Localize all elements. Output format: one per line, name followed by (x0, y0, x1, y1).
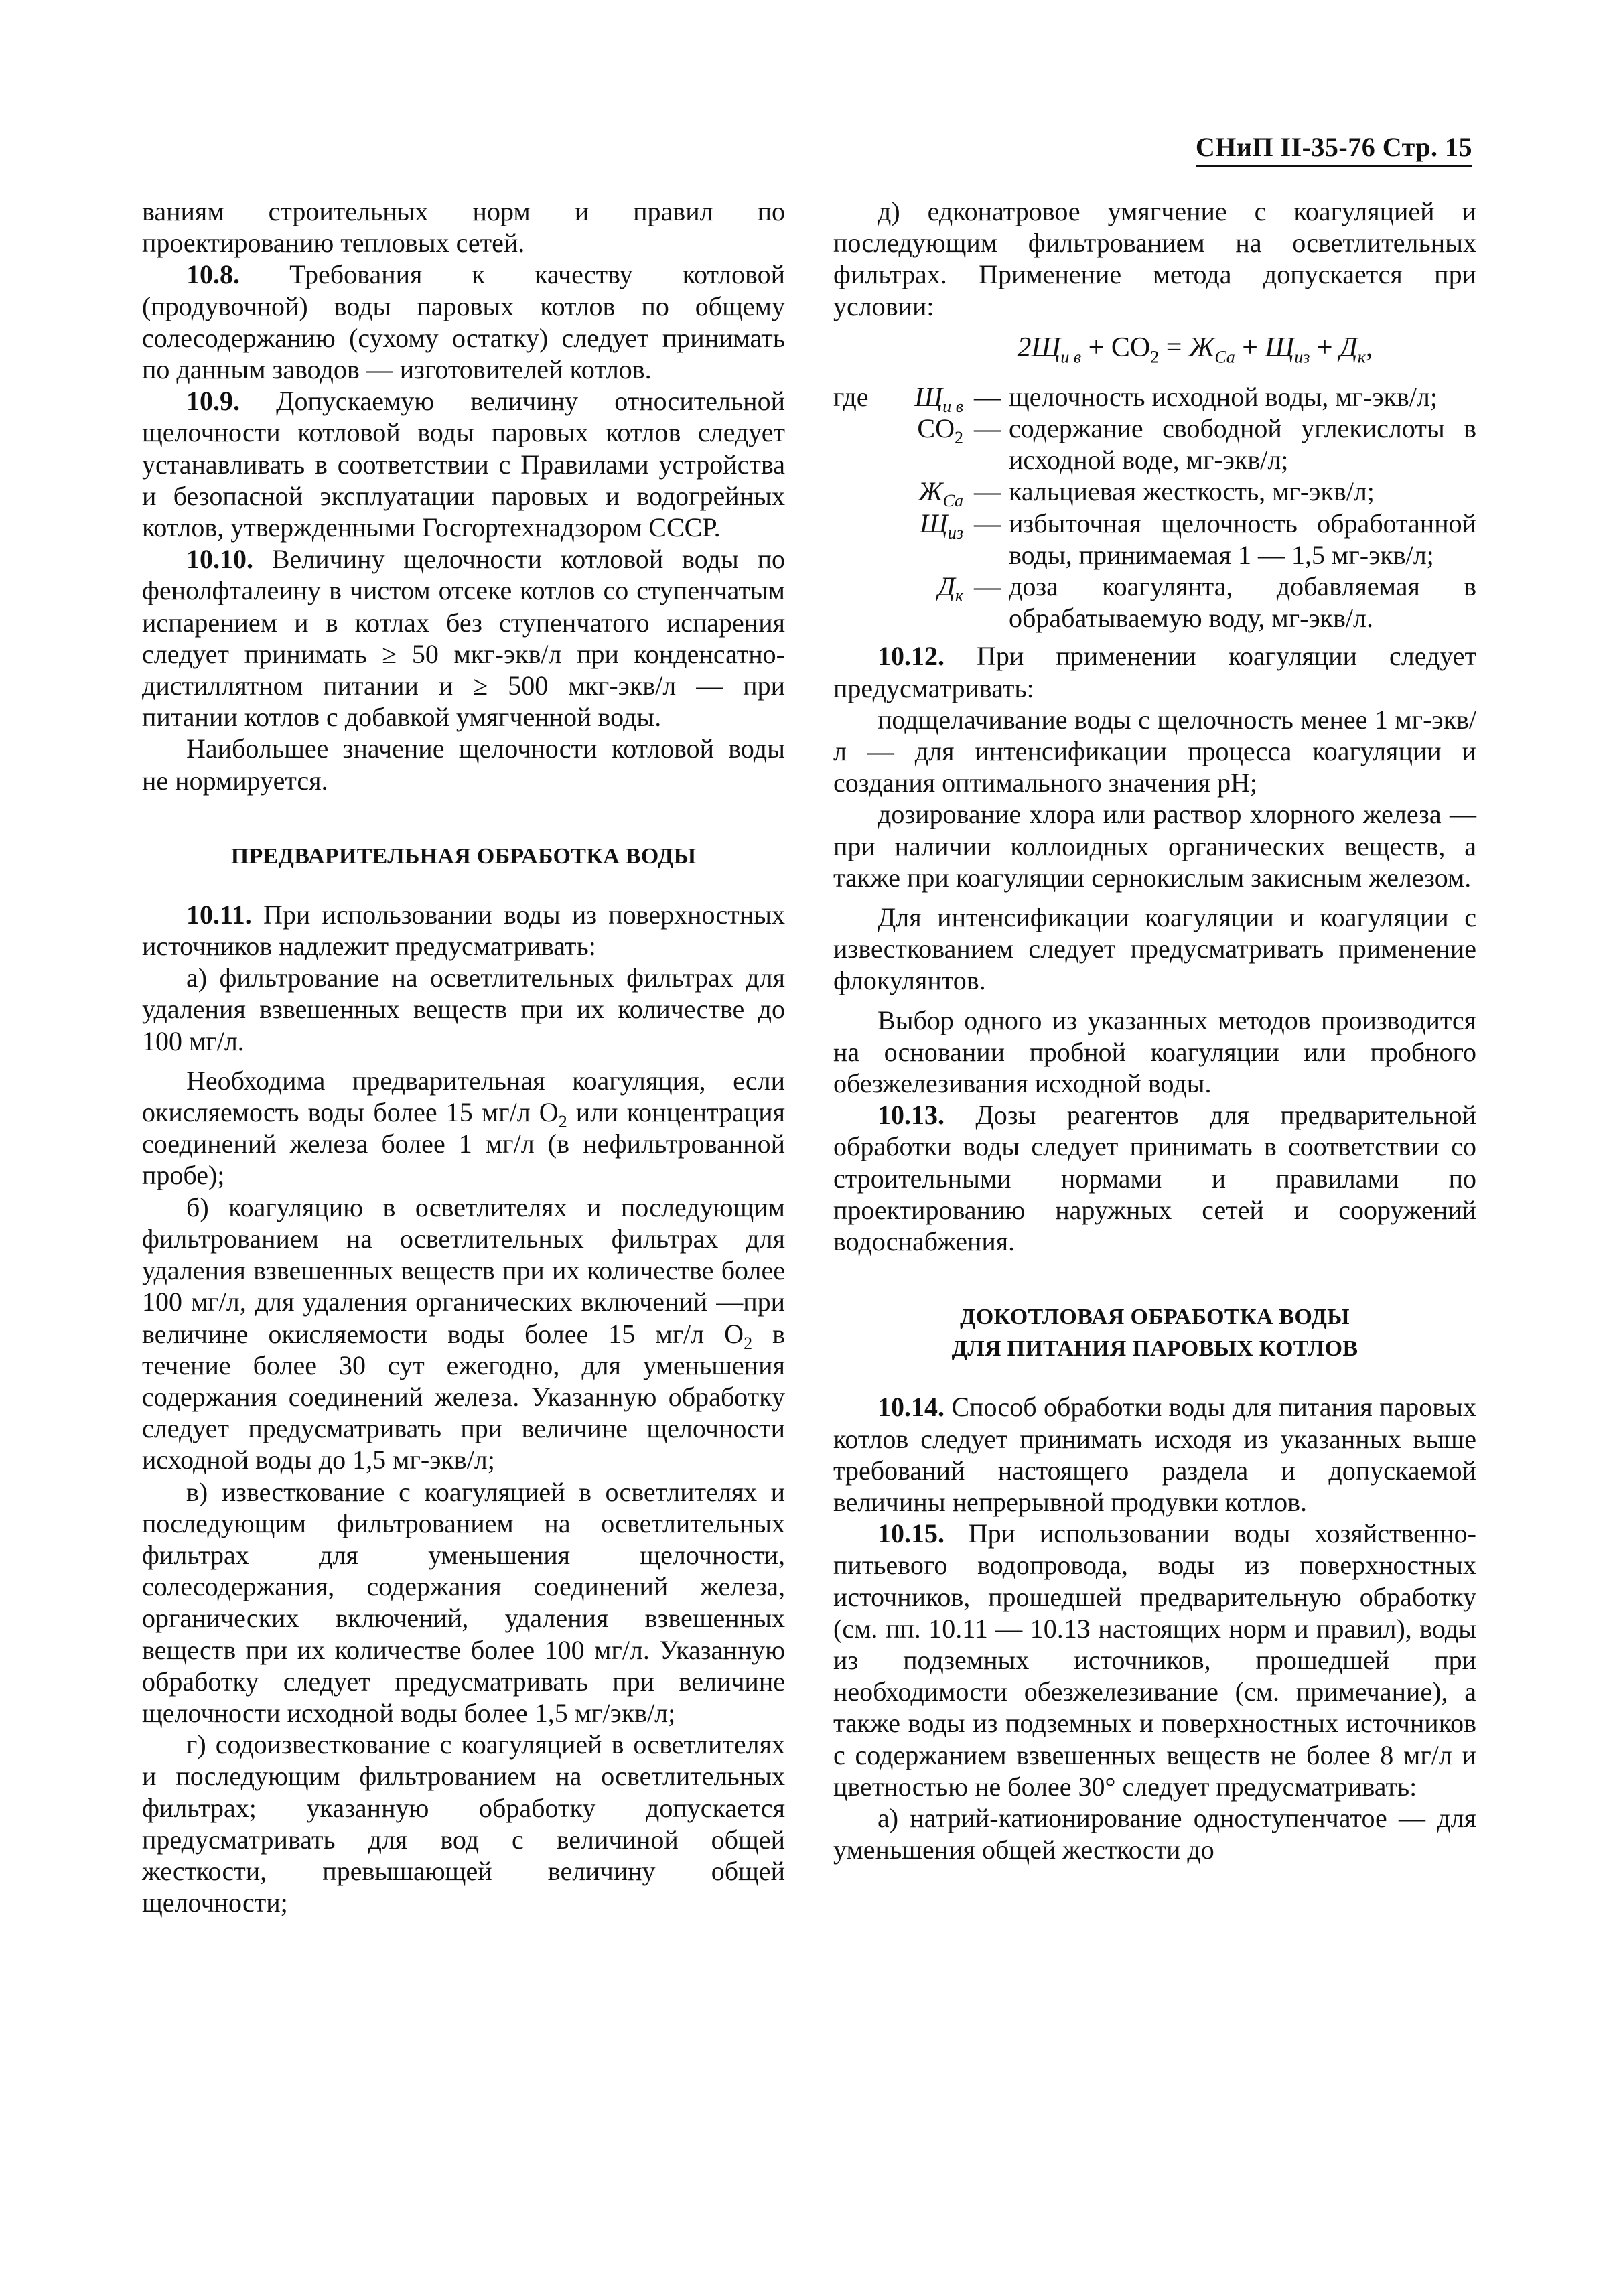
operator: + (1310, 332, 1340, 363)
symbol-letter: Д (938, 571, 955, 602)
symbol (890, 413, 974, 448)
clause-10-8 (142, 259, 785, 385)
dash: — (974, 381, 1001, 412)
definition-text: щелочность исходной воды, мг-экв/л; (1009, 381, 1437, 412)
subscript: к (955, 586, 963, 606)
definition-text: избыточная щелочность обработанной воды, принимаемая 1 — 1,5 мг-экв/л; (1009, 508, 1476, 570)
definitions-list (833, 381, 1476, 634)
definition-row (833, 508, 1476, 571)
dash: — (974, 476, 1001, 507)
clause-number: 10.9. (186, 386, 240, 417)
clause-number: 10.15. (878, 1518, 944, 1549)
clause-text: Величину щелочности котловой воды по фенолфталеину в чистом отсеке котлов со ступенчатым испарением и в котлах без ступенчатого испарения следует принимать ≥ 50 мкг-экв/л при конденсатно-дистиллятном питании и ≥ 500 мкг-экв/л — при питании котлов с добавкой умягченной воды. (142, 544, 785, 733)
subscript: 2 (744, 1333, 753, 1353)
operator: = (1159, 332, 1189, 363)
subscript: 2 (1150, 347, 1160, 367)
clause-text: При применении коагуляции следует предусматривать: (833, 641, 1476, 703)
clause-number: 10.11. (186, 899, 252, 930)
subscript: и в (942, 396, 963, 416)
definition-text: доза коагулянта, добавляемая в обрабатываемую воду, мг-экв/л. (1009, 571, 1476, 634)
subscript: из (947, 522, 963, 543)
left-column (142, 196, 785, 1918)
subscript: из (1294, 347, 1310, 367)
operator: + (1235, 332, 1265, 363)
subscript: 2 (558, 1112, 567, 1132)
list-item-g: г) содоизвесткование с коагуляцией в осветлителях и последующим фильтрованием на осветлительных фильтрах; указанную обработку допускается предусматривать для вод с величиной общей жесткости, превышающей величину общей щелочности; (142, 1729, 785, 1918)
paragraph: ваниям строительных норм и правил по проектированию тепловых сетей. (142, 196, 785, 259)
clause-10-13 (833, 1099, 1476, 1257)
paragraph: подщелачивание воды с щелочность менее 1 мг-экв/л — для интенсификации процесса коагуляции и создания оптимального значения pH; (833, 704, 1476, 798)
paragraph (142, 1065, 785, 1192)
subscript: 2 (955, 428, 963, 448)
list-item-a: а) натрий-катионирование одноступенчатое — для уменьшения общей жесткости до (833, 1802, 1476, 1865)
operator: + (1081, 332, 1111, 363)
clause-10-9 (142, 385, 785, 543)
text-run: б) коагуляцию в осветлителях и последующим фильтрованием на осветлительных фильтрах для удаления взвешенных веществ при их количестве более 100 мг/л, для удаления органических включений —при величине окисляемости воды более 15 мг/л O (142, 1192, 785, 1349)
clause-text: При использовании воды из поверхностных источников надлежит предусматривать: (142, 899, 785, 962)
text-run: в течение более 30 сут ежегодно, для уменьшения содержания соединений железа. Указанную обработку следует предусматривать при величине щелочности исходной воды до 1,5 мг-экв/л; (142, 1318, 785, 1476)
symbol-letter: Ж (918, 476, 943, 507)
running-header: СНиП II-35-76 Стр. 15 (1196, 131, 1472, 167)
definition-row (833, 413, 1476, 476)
section-heading (833, 1301, 1476, 1364)
clause-text: Дозы реагентов для предварительной обработки воды следует принимать в соответствии со строительными нормами и правилами по проектированию наружных сетей и сооружений водоснабжения. (833, 1100, 1476, 1257)
symbol (890, 476, 974, 511)
formula-term: CO (1111, 332, 1151, 363)
clause-number: 10.13. (878, 1100, 944, 1131)
clause-10-10 (142, 543, 785, 733)
subscript: и в (1060, 347, 1082, 367)
definition-row (833, 381, 1476, 416)
clause-text: Требования к качеству котловой (продувочной) воды паровых котлов по общему солесодержанию (сухому остатку) следует принимать по данным заводов — изготовителей котлов. (142, 259, 785, 385)
clause-text: Допускаемую величину относительной щелочности котловой воды паровых котлов следует устанавливать в соответствии с Правилами устройства и безопасной эксплуатации паровых и водогрейных котлов, утвержденными Госгортехнадзором СССР. (142, 386, 785, 543)
definition-text: кальциевая жесткость, мг-экв/л; (1009, 476, 1375, 507)
clause-10-15 (833, 1518, 1476, 1802)
formula-term: 2Щ (1017, 332, 1061, 363)
clause-text: При использовании воды хозяйственно-питьевого водопровода, воды из поверхностных источников, прошедшей предварительную обработку (см. пп. 10.11 — 10.13 настоящих норм и правил), воды из подземных источников, прошедшей при необходимости обезжелезивание (см. примечание), а также воды из подземных и поверхностных источников с содержанием взвешенных веществ не более 8 мг/л и цветностью не более 30° следует предусматривать: (833, 1518, 1476, 1802)
list-item-b (142, 1192, 785, 1476)
formula-term: Ж (1188, 332, 1215, 363)
clause-number: 10.14. (878, 1392, 944, 1423)
symbol (890, 571, 974, 606)
clause-text: Способ обработки воды для питания паровых котлов следует принимать исходя из указанных выше требований настоящего раздела и допускаемой величины непрерывной продувки котлов. (833, 1392, 1476, 1517)
paragraph: Выбор одного из указанных методов производится на основании пробной коагуляции или пробного обезжелезивания исходной воды. (833, 1005, 1476, 1099)
right-column (833, 196, 1476, 1865)
dash: — (974, 413, 1001, 444)
where-label: где (833, 381, 869, 412)
clause-10-12 (833, 640, 1476, 703)
symbol-letter: Щ (920, 508, 948, 539)
subscript: к (1357, 347, 1366, 367)
symbol (890, 508, 974, 543)
clause-number: 10.10. (186, 544, 253, 575)
subscript: Ca (942, 491, 963, 511)
section-heading: ПРЕДВАРИТЕЛЬНАЯ ОБРАБОТКА ВОДЫ (230, 843, 697, 869)
definition-row (833, 476, 1476, 511)
list-item-a: а) фильтрование на осветлительных фильтрах для удаления взвешенных веществ при их количестве до 100 мг/л. (142, 962, 785, 1056)
paragraph: Наибольшее значение щелочности котловой воды не нормируется. (142, 733, 785, 796)
formula-term: Щ (1265, 332, 1295, 363)
symbol-letter: CO (917, 413, 955, 444)
list-item-d: д) едконатровое умягчение с коагуляцией и последующим фильтрованием на осветлительных фильтрах. Применение метода допускается при условии: (833, 196, 1476, 321)
text-run: Необходима предварительная коагуляция, если окисляемость воды более 15 мг/л O (142, 1065, 785, 1128)
dash: — (974, 571, 1001, 602)
formula-term: Д (1340, 332, 1358, 363)
text-run: или концентрация соединений железа более 1 мг/л (в нефильтрованной пробе); (142, 1097, 785, 1191)
section-heading-line: ДЛЯ ПИТАНИЯ ПАРОВЫХ КОТЛОВ (951, 1336, 1358, 1362)
paragraph: Для интенсификации коагуляции и коагуляции с известкованием следует предусматривать применение флокулянтов. (833, 902, 1476, 996)
punctuation: , (1365, 332, 1373, 363)
symbol-letter: Щ (914, 381, 943, 412)
paragraph: дозирование хлора или раствор хлорного железа — при наличии коллоидных органических веществ, а также при коагуляции сернокислым закисным железом. (833, 799, 1476, 893)
dash: — (974, 508, 1001, 539)
definition-row (833, 571, 1476, 634)
clause-10-11 (142, 899, 785, 962)
clause-number: 10.8. (186, 259, 240, 290)
definition-text: содержание свободной углекислоты в исходной воде, мг-экв/л; (1009, 413, 1476, 476)
formula (914, 328, 1476, 368)
clause-number: 10.12. (878, 641, 944, 672)
list-item-v: в) известкование с коагуляцией в осветлителях и последующим фильтрованием на осветлительных фильтрах для уменьшения щелочности, солесодержания, содержания соединений железа, органических включений, удаления взвешенных веществ при их количестве более 100 мг/л. Указанную обработку следует предусматривать при величине щелочности исходной воды более 1,5 мг/экв/л; (142, 1476, 785, 1728)
symbol (890, 381, 974, 416)
clause-10-14 (833, 1391, 1476, 1518)
section-heading-line: ДОКОТЛОВАЯ ОБРАБОТКА ВОДЫ (960, 1305, 1350, 1330)
subscript: Ca (1214, 347, 1235, 367)
